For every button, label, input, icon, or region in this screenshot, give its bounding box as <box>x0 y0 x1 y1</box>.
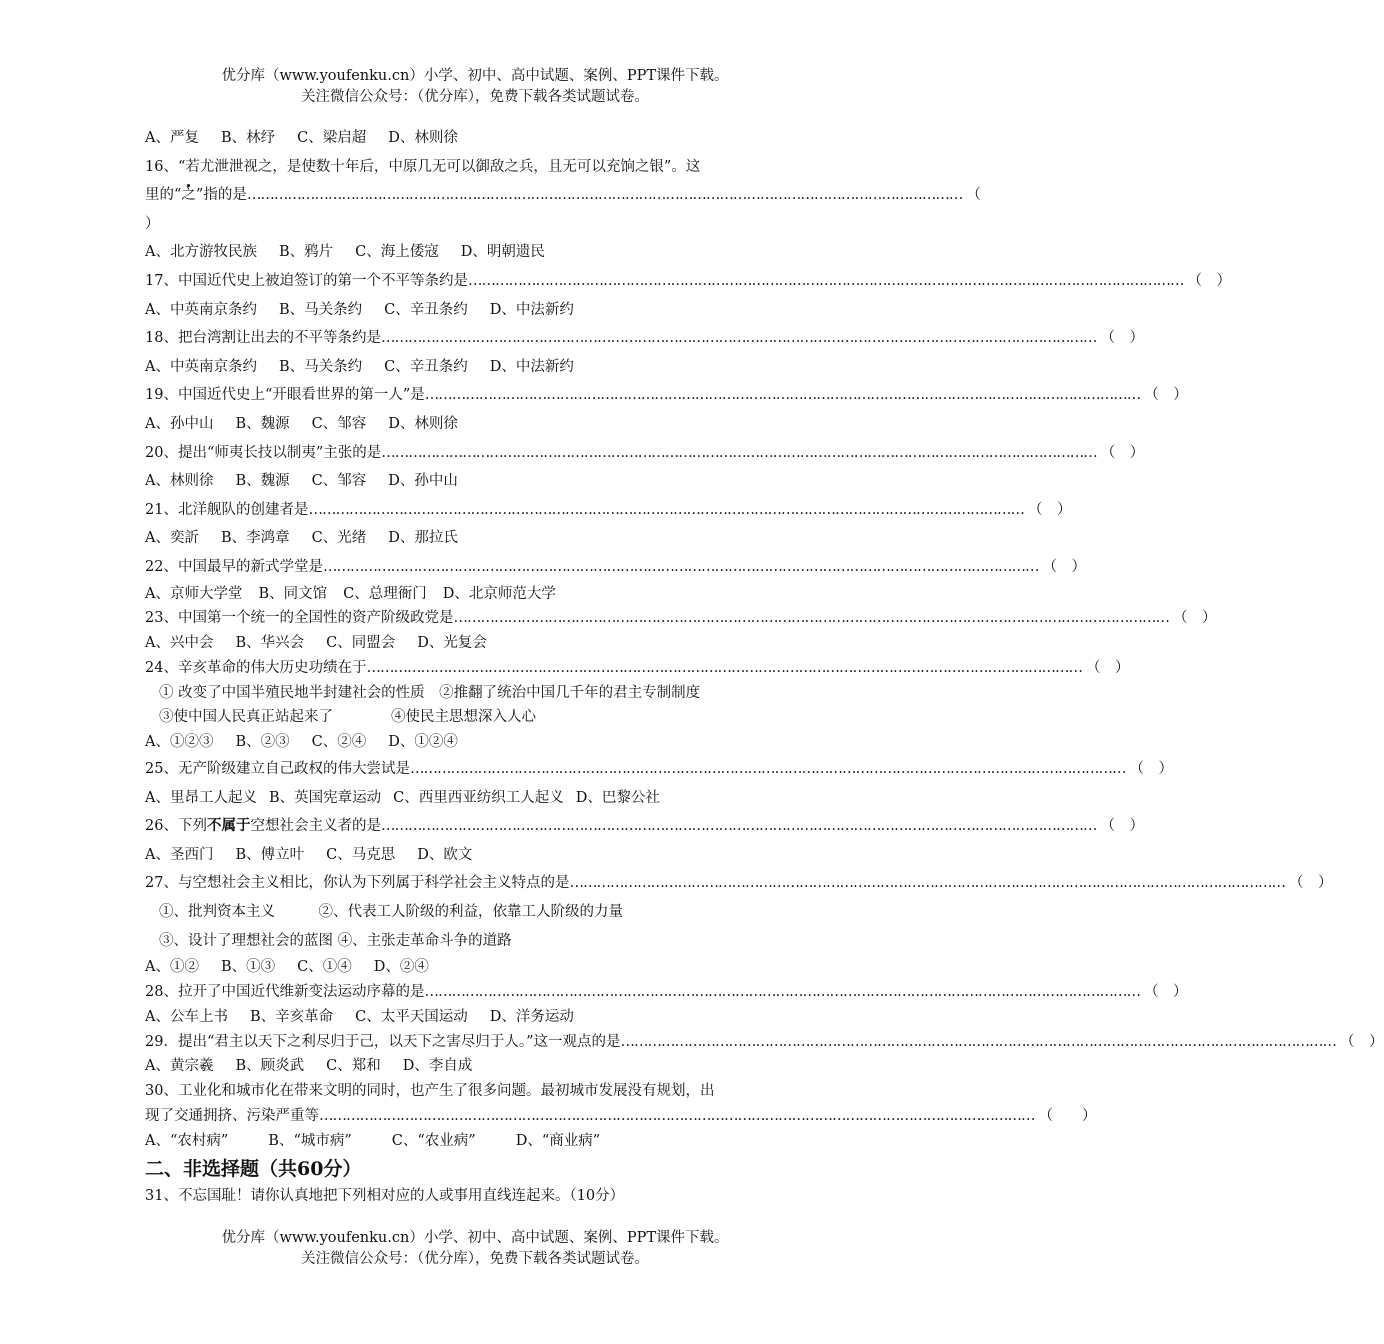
q22-option-a: A、京师大学堂 <box>145 585 243 602</box>
dot-leader: …………………………………………………………………………………………………………………………………………… <box>424 984 1140 1001</box>
q26-options <box>145 841 810 870</box>
q25-stem-text: 25、无产阶级建立自己政权的伟大尝试是 <box>145 761 410 778</box>
q20-options <box>145 467 810 496</box>
q26-answer-paren: （ ） <box>1100 818 1144 835</box>
q25-stem <box>145 755 1173 784</box>
q24-option-a: A、①②③ <box>145 734 214 751</box>
q30-stem-text: 现了交通拥挤、污染严重等 <box>145 1108 319 1125</box>
q19-stem <box>145 381 1188 410</box>
q22-stem <box>145 553 1086 582</box>
q20-option-b: B、魏源 <box>235 473 290 490</box>
q30-stem-line1: 30、工业化和城市化在带来文明的同时，也产生了很多问题。最初城市发展没有规划，出 <box>145 1083 715 1100</box>
q24-option-c: C、②④ <box>311 734 367 751</box>
q19-stem-text: 19、中国近代史上“开眼看世界的第一人”是 <box>145 387 425 404</box>
q25-answer-paren: （ ） <box>1129 761 1173 778</box>
q16-option-c: C、海上倭寇 <box>355 244 439 261</box>
q22-options <box>145 582 810 607</box>
q27-option-c: C、①④ <box>297 959 352 976</box>
q16-stem-part-a: 里的“ <box>145 187 182 204</box>
q18-option-c: C、辛丑条约 <box>384 358 468 375</box>
q28-option-b: B、辛亥革命 <box>249 1008 334 1025</box>
q16-emphasized-char: 之 <box>181 187 196 204</box>
q26-stem-part-b: 空想社会主义者的是 <box>250 818 381 835</box>
q27-stem-text: 27、与空想社会主义相比，你认为下列属于科学社会主义特点的是 <box>145 875 570 892</box>
q23-option-b: B、华兴会 <box>235 635 305 652</box>
q17-answer-paren: （ ） <box>1187 272 1231 289</box>
q22-answer-paren: （ ） <box>1042 558 1086 575</box>
q27-item-line2: ③、设计了理想社会的蓝图 ④、主张走革命斗争的道路 <box>159 932 512 949</box>
dot-leader: …………………………………………………………………………………………………………………………………………… <box>308 501 1024 518</box>
dot-leader: …………………………………………………………………………………………………………………………………………… <box>424 387 1141 404</box>
q26-stem-part-a: 26、下列 <box>145 818 207 835</box>
q23-stem <box>145 606 1217 631</box>
q28-stem <box>145 980 1188 1005</box>
q17-stem-text: 17、中国近代史上被迫签订的第一个不平等条约是 <box>145 272 468 289</box>
q18-option-d: D、中法新约 <box>489 358 574 375</box>
q19-option-c: C、邹容 <box>311 415 367 432</box>
q18-options <box>145 353 810 382</box>
page-header <box>0 66 950 108</box>
q16-option-b: B、鸦片 <box>278 244 334 261</box>
dot-leader: …………………………………………………………………………………………………………………………………………… <box>380 818 1097 835</box>
dot-leader: …………………………………………………………………………………………………………………………………………… <box>381 444 1097 461</box>
q18-option-b: B、马关条约 <box>278 358 363 375</box>
dot-leader: …………………………………………………………………………………………………………………………………………… <box>620 1033 1337 1050</box>
q27-answer-paren: （ ） <box>1288 875 1333 892</box>
q20-stem-text: 20、提出“师夷长技以制夷”主张的是 <box>145 444 382 461</box>
q26-stem-emphasis: 不属于 <box>206 817 251 835</box>
q24-option-b: B、②③ <box>235 734 290 751</box>
q15-option-c: C、梁启超 <box>297 130 367 146</box>
q30-option-b: B、“城市病” <box>268 1132 352 1149</box>
q27-option-d: D、②④ <box>373 959 429 976</box>
q23-option-d: D、光复会 <box>417 635 487 652</box>
q26-stem <box>145 812 1144 841</box>
q15-options <box>145 124 810 153</box>
header-line-2: 关注微信公众号：（优分库），免费下载各类试题试卷。 <box>301 89 649 105</box>
q24-answer-paren: （ ） <box>1085 659 1130 676</box>
q29-stem <box>145 1030 1384 1055</box>
q28-option-a: A、公车上书 <box>145 1008 228 1025</box>
q22-stem-text: 22、中国最早的新式学堂是 <box>145 558 323 575</box>
q21-stem <box>145 496 1072 525</box>
q22-option-b: B、同文馆 <box>258 585 328 602</box>
q15-option-b: B、林纾 <box>220 130 276 146</box>
q27-option-b: B、①③ <box>220 959 276 976</box>
q17-option-b: B、马关条约 <box>278 301 363 318</box>
q17-option-c: C、辛丑条约 <box>384 301 468 318</box>
q29-options <box>145 1054 810 1079</box>
q30-options <box>145 1129 810 1154</box>
q28-stem-text: 28、拉开了中国近代维新变法运动序幕的是 <box>145 984 425 1001</box>
q15-option-a: A、严复 <box>145 130 199 146</box>
q24-stem <box>145 656 1130 681</box>
q27-stem <box>145 869 1333 898</box>
q21-option-d: D、那拉氏 <box>388 530 458 547</box>
q24-option-d: D、①②④ <box>388 734 458 751</box>
q26-option-b: B、傅立叶 <box>235 846 305 863</box>
q31-text: 31、不忘国耻！请你认真地把下列相对应的人或事用直线连起来。（10分） <box>145 1187 625 1204</box>
q20-option-c: C、邹容 <box>311 473 367 490</box>
dot-leader: …………………………………………………………………………………………………………………………………………… <box>467 272 1184 289</box>
q16-option-a: A、北方游牧民族 <box>145 244 257 261</box>
q22-option-c: C、总理衙门 <box>343 585 427 602</box>
q18-stem-text: 18、把台湾割让出去的不平等条约是 <box>145 330 381 347</box>
q30-option-c: C、“农业病” <box>391 1132 476 1149</box>
q26-option-c: C、马克思 <box>326 846 396 863</box>
q24-item-line2: ③使中国人民真正站起来了 ④使民主思想深入人心 <box>159 709 536 726</box>
q25-option-a: A、里昂工人起义 <box>145 789 257 806</box>
dot-leader: …………………………………………………………………………………………………………………………………………… <box>453 610 1169 627</box>
footer-line-2: 关注微信公众号：（优分库），免费下载各类试题试卷。 <box>301 1251 649 1267</box>
q16-paren-close: ） <box>145 215 160 232</box>
q24-stem-text: 24、辛亥革命的伟大历史功绩在于 <box>145 659 367 676</box>
q17-options <box>145 296 810 325</box>
q25-options <box>145 784 810 813</box>
q24-options <box>145 730 810 755</box>
q30-option-a: A、“农村病” <box>145 1132 229 1149</box>
dot-leader: …………………………………………………………………………………………………………………………………………… <box>409 761 1126 778</box>
q18-option-a: A、中英南京条约 <box>145 358 257 375</box>
q21-option-b: B、李鸿章 <box>220 530 290 547</box>
q30-answer-paren: （ ） <box>1038 1108 1097 1125</box>
q27-option-a: A、①② <box>145 959 199 976</box>
q23-options <box>145 631 810 656</box>
q27-item-line1: ①、批判资本主义 ②、代表工人阶级的利益，依靠工人阶级的力量 <box>159 904 623 921</box>
q16-stem-part-b: ”指的是 <box>195 187 247 204</box>
page-footer <box>0 1228 950 1270</box>
q28-option-d: D、洋务运动 <box>489 1008 574 1025</box>
q28-options <box>145 1005 810 1030</box>
q21-stem-text: 21、北洋舰队的创建者是 <box>145 501 309 518</box>
dot-leader: …………………………………………………………………………………………………………………………………………… <box>380 330 1097 347</box>
q25-option-d: D、巴黎公社 <box>575 789 660 806</box>
q20-stem <box>145 439 1145 468</box>
q23-answer-paren: （ ） <box>1172 610 1217 627</box>
q25-option-b: B、英国宪章运动 <box>268 789 382 806</box>
q25-option-c: C、西里西亚纺织工人起义 <box>393 789 564 806</box>
q21-option-a: A、奕訢 <box>145 530 199 547</box>
dot-leader: …………………………………………………………………………………………………………………………………………… <box>319 1108 1035 1125</box>
q16-stem-line2 <box>145 181 981 210</box>
q16-paren-open: （ <box>966 187 981 204</box>
q16-option-d: D、明朝遗民 <box>460 244 545 261</box>
q29-option-b: B、顾炎武 <box>235 1058 305 1075</box>
q19-option-b: B、魏源 <box>235 415 290 432</box>
q19-options <box>145 410 810 439</box>
q29-option-c: C、郑和 <box>326 1058 381 1075</box>
q29-answer-paren: （ ） <box>1340 1033 1384 1050</box>
q18-stem <box>145 324 1144 353</box>
header-line-1: 优分库（www.youfenku.cn）小学、初中、高中试题、案例、PPT课件下载。 <box>221 68 729 84</box>
section-title-nonchoice: 二、非选择题（共60分） <box>145 1157 362 1180</box>
q26-option-a: A、圣西门 <box>145 846 214 863</box>
dot-leader: …………………………………………………………………………………………………………………………………………… <box>366 659 1082 676</box>
q30-option-d: D、“商业病” <box>515 1132 601 1149</box>
q28-answer-paren: （ ） <box>1143 984 1188 1001</box>
q18-answer-paren: （ ） <box>1100 330 1144 347</box>
footer-line-1: 优分库（www.youfenku.cn）小学、初中、高中试题、案例、PPT课件下载。 <box>221 1230 729 1246</box>
q21-options <box>145 524 810 553</box>
q19-option-a: A、孙中山 <box>145 415 214 432</box>
q26-option-d: D、欧文 <box>417 846 473 863</box>
q23-option-a: A、兴中会 <box>145 635 214 652</box>
q28-option-c: C、太平天国运动 <box>355 1008 468 1025</box>
q21-answer-paren: （ ） <box>1027 501 1072 518</box>
q17-option-d: D、中法新约 <box>489 301 574 318</box>
q22-option-d: D、北京师范大学 <box>442 585 556 602</box>
q20-option-a: A、林则徐 <box>145 473 214 490</box>
q23-stem-text: 23、中国第一个统一的全国性的资产阶级政党是 <box>145 610 454 627</box>
q29-stem-text: 29．提出“君主以天下之利尽归于己，以天下之害尽归于人。”这一观点的是 <box>145 1033 621 1050</box>
q16-stem-line1: 16、“若尤泄泄视之，是使数十年后，中原几无可以御敌之兵，且无可以充饷之银”。这 <box>145 158 701 175</box>
q30-stem-line2 <box>145 1104 1097 1129</box>
exam-content <box>145 124 1384 1208</box>
q29-option-a: A、黄宗羲 <box>145 1058 214 1075</box>
q16-options <box>145 238 810 267</box>
q17-stem <box>145 267 1231 296</box>
q24-item-line1: ① 改变了中国半殖民地半封建社会的性质 ②推翻了统治中国几千年的君主专制制度 <box>159 684 701 701</box>
q29-option-d: D、李自成 <box>402 1058 473 1075</box>
q20-answer-paren: （ ） <box>1100 444 1145 461</box>
q23-option-c: C、同盟会 <box>326 635 396 652</box>
dot-leader: …………………………………………………………………………………………………………………………………………… <box>569 875 1285 892</box>
q20-option-d: D、孙中山 <box>388 473 458 490</box>
q17-option-a: A、中英南京条约 <box>145 301 257 318</box>
q21-option-c: C、光绪 <box>311 530 367 547</box>
q15-option-d: D、林则徐 <box>388 130 458 146</box>
dot-leader: …………………………………………………………………………………………………………………………………………… <box>246 187 963 204</box>
q19-option-d: D、林则徐 <box>388 415 458 432</box>
q27-options <box>145 955 810 980</box>
q19-answer-paren: （ ） <box>1144 387 1188 404</box>
dot-leader: …………………………………………………………………………………………………………………………………………… <box>322 558 1039 575</box>
